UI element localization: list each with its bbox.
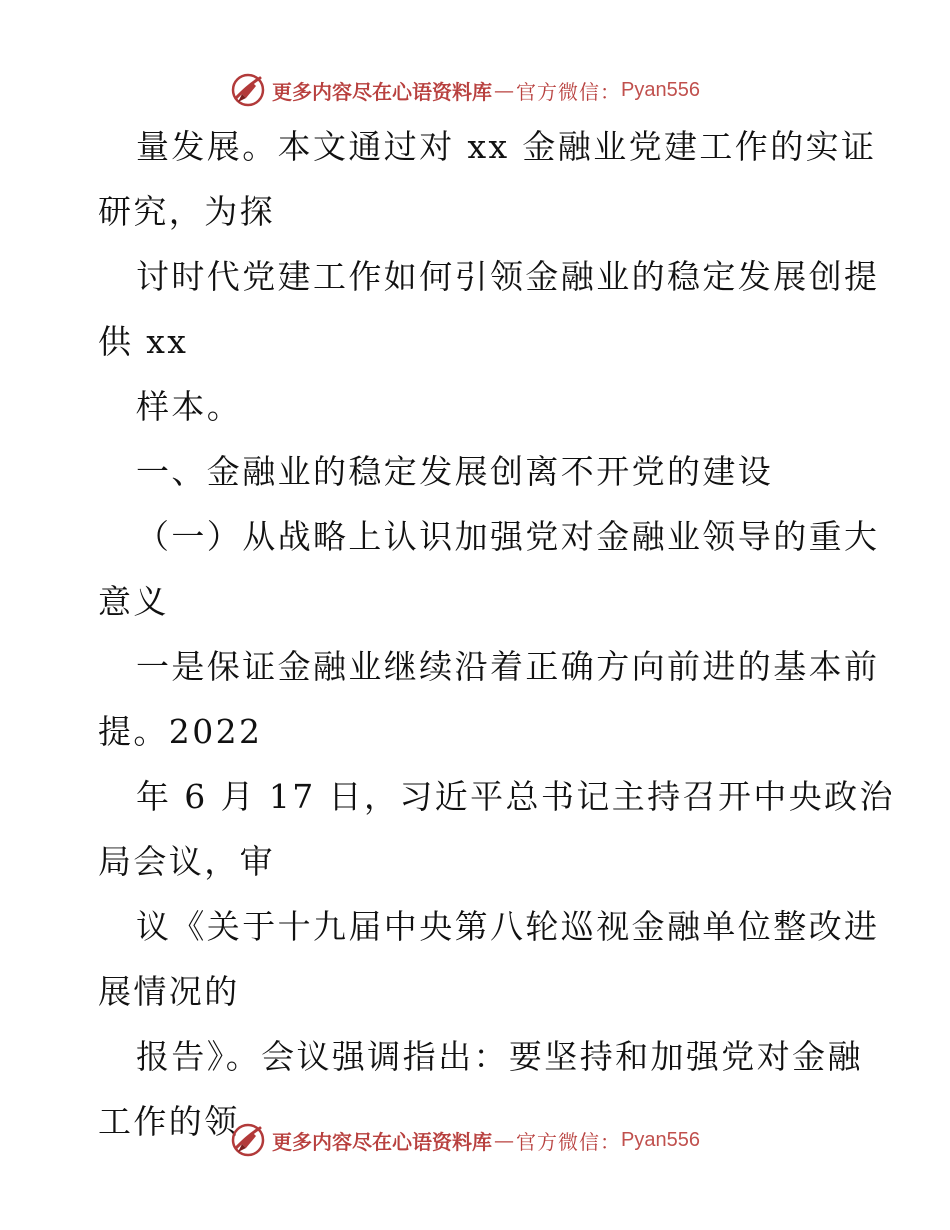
subsection-heading (98, 508, 880, 638)
footer-site-name: 更多内容尽在心语资料库 (272, 1129, 492, 1154)
paragraph (98, 378, 858, 443)
paragraph-line: 供 xx (98, 322, 189, 361)
footer-wechat-id: Pyan556 (621, 1128, 700, 1151)
footer-wechat-label: 官方微信： (516, 1129, 621, 1154)
section-heading (98, 443, 858, 508)
header-wechat-label: 官方微信： (516, 79, 621, 104)
paragraph-line: 一是保证金融业继续沿着正确方向前进的基本前 (136, 647, 880, 686)
section-heading-line: 一、金融业的稳定发展创离不开党的建设 (136, 452, 774, 491)
footer-separator: — (494, 1128, 514, 1152)
header-wechat-id: Pyan556 (621, 78, 700, 101)
paragraph-line: 局会议，审 (98, 842, 275, 881)
paragraph (98, 898, 880, 1028)
paragraph-line: 样本。 (136, 387, 243, 426)
header-site-name: 更多内容尽在心语资料库 (272, 79, 492, 104)
header-separator: — (494, 78, 514, 102)
subsection-heading-line: 意义 (98, 582, 169, 621)
paragraph-line: 年 6 月 17 日，习近平总书记主持召开中央政治 (136, 777, 895, 816)
paragraph-line: 讨时代党建工作如何引领金融业的稳定发展创提 (136, 257, 880, 296)
paragraph-line: 工作的领 (98, 1102, 240, 1141)
paragraph-line: 量发展。本文通过对 xx 金融业党建工作的实证 (136, 127, 877, 166)
paragraph (98, 248, 880, 378)
paragraph-line: 研究，为探 (98, 192, 275, 231)
paragraph-line: 展情况的 (98, 972, 240, 1011)
subsection-heading-line: （一）从战略上认识加强党对金融业领导的重大 (136, 517, 880, 556)
paragraph-line: 提。2022 (98, 712, 263, 751)
paragraph-line: 报告》。会议强调指出：要坚持和加强党对金融 (136, 1037, 863, 1076)
paragraph (98, 638, 880, 768)
pen-logo-icon (230, 1122, 266, 1158)
paragraph (98, 118, 877, 248)
paragraph-line: 议《关于十九届中央第八轮巡视金融单位整改进 (136, 907, 880, 946)
document-body (98, 118, 895, 1158)
footer-watermark-banner (230, 1120, 700, 1160)
pen-logo-icon (230, 72, 266, 108)
header-watermark-banner (230, 70, 700, 110)
paragraph (98, 768, 895, 898)
